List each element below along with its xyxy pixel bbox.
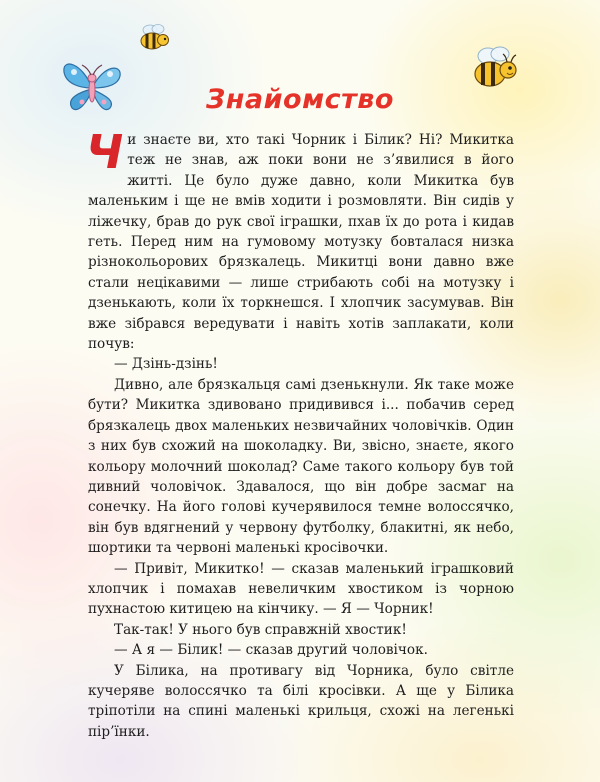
paragraph: Дивно, але брязкальця самі дзенькнули. Як таке може бути? Микитка здивовано придивився і... побачив серед брязкалець двох маленьких незвичайних чоловічків. Один з них був схожий на шоколадку. Ви, звісно, знаєте, якого кольору молочний шоколад? Саме такого кольору був той дивний чоловічок. Здавалося, що він добре засмаг на сонечку. На його голові кучерявилося темне волоссячко, він був вдягнений у червону футболку, блакитні, як небо, шортики та червоні маленькі кросівочки. (88, 376, 514, 557)
paragraph: — Дзінь-дзінь! (114, 356, 218, 373)
paragraph: У Білика, на противагу від Чорника, було світле кучеряве волоссячко та білі кросівки. А ще у Білика тріпотіли на спині маленькі крильця, схожі на легенькі пір’їнки. (88, 662, 514, 740)
drop-cap: Ч (86, 125, 124, 179)
paragraph (86, 125, 514, 354)
paragraph: — Привіт, Микитко! — сказав маленький іграшковий хлопчик і помахав невеличким хвостиком із чорною пухнастою китицею на кінчику. — Я — Чорник! (88, 560, 514, 618)
bee-icon (134, 22, 172, 54)
paragraph: Так-так! У нього був справжній хвостик! (114, 621, 407, 638)
page-title: Знайомство (206, 84, 394, 115)
paragraph-text: и знаєте ви, хто такі Чорник і Білик? Ні? Микитка теж не знав, аж поки вони не з’явилися в його житті. Це було дуже давно, коли Микитка був маленьким і ще не вмів ходити і розмовляти. Він сидів у ліжечку, брав до рук свої іграшки, пхав їх до рота і кидав геть. Перед ним на гумовому мотузку бовталася низка різнокольорових брязкалець. Микитці вони давно вже стали нецікавими — лише стрибають собі на мотузку і дзенькають, коли їх торкнешся. І хлопчик засумував. Він вже зібрався вередувати і навіть хотів заплакати, коли почув: (88, 132, 514, 353)
story-text (86, 125, 514, 742)
paragraph: — А я — Білик! — сказав другий чоловічок. (114, 642, 428, 659)
